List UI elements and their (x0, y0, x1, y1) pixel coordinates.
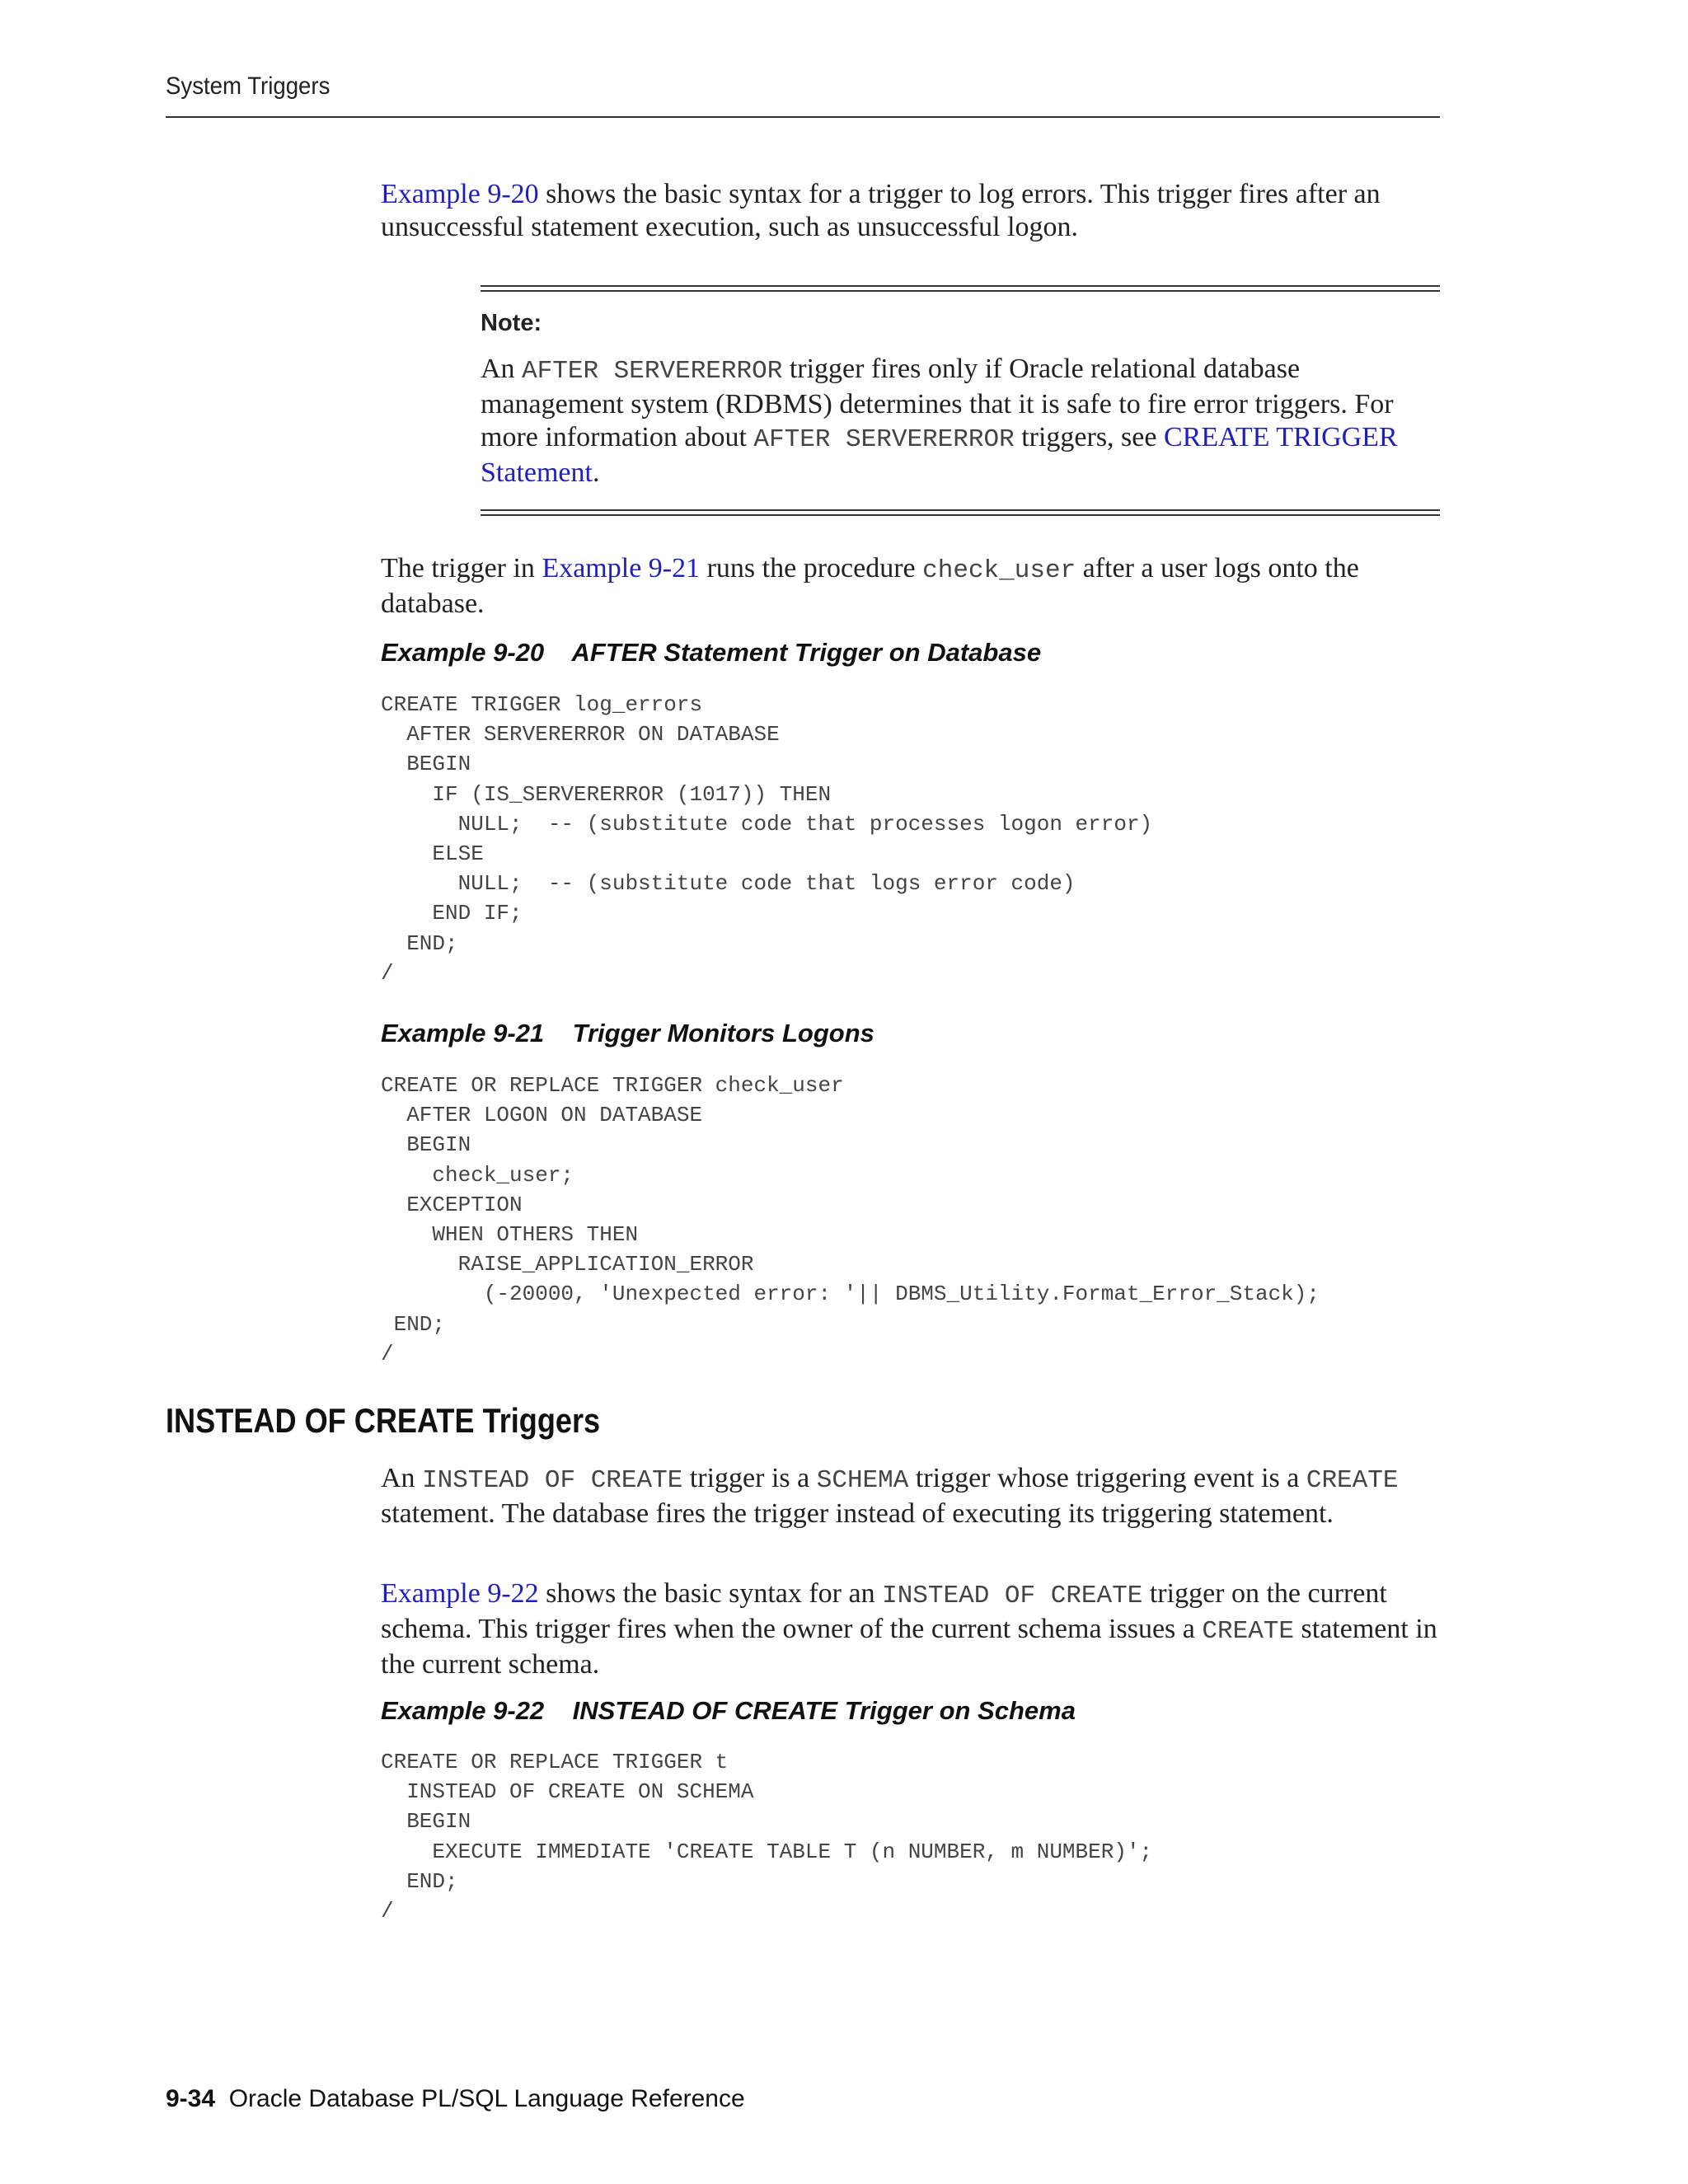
section-heading: INSTEAD OF CREATE Triggers (166, 1401, 601, 1440)
paragraph-instead-of-create: An INSTEAD OF CREATE trigger is a SCHEMA trigger whose triggering event is a CREATE statement. The database fires the trigger instead of executing its triggering statement. (381, 1463, 1399, 1529)
note-box (481, 285, 1440, 516)
book-title: Oracle Database PL/SQL Language Reference (228, 2085, 745, 2112)
code-instead-of-create: INSTEAD OF CREATE (882, 1582, 1143, 1610)
example-9-22-caption: Example 9-22 INSTEAD OF CREATE Trigger on Schema (381, 1696, 1076, 1725)
header-rule (166, 116, 1440, 118)
code-create: CREATE (1202, 1617, 1295, 1646)
example-9-20-caption: Example 9-20 AFTER Statement Trigger on Database (381, 638, 1042, 667)
paragraph-example-9-21-intro: The trigger in Example 9-21 runs the procedure check_user after a user logs onto the database. (381, 553, 1359, 619)
note-bottom-rule (481, 509, 1440, 511)
paragraph-example-9-20-intro (381, 178, 1444, 244)
example-9-20-code: CREATE TRIGGER log_errors AFTER SERVERERROR ON DATABASE BEGIN IF (IS_SERVERERROR (1017)) THEN NULL; -- (substitute code that processes logon error) ELSE NULL; -- (substitute code that logs error code) END IF; END; / (381, 692, 1153, 986)
note-title: Note: (481, 310, 542, 336)
code-schema: SCHEMA (816, 1466, 909, 1495)
page-number: 9-34 (166, 2085, 216, 2112)
code-after-servererror: AFTER SERVERERROR (522, 357, 783, 386)
note-top-rule-2 (481, 290, 1440, 292)
link-example-9-20[interactable]: Example 9-20 (381, 179, 539, 209)
code-instead-of-create: INSTEAD OF CREATE (422, 1466, 683, 1495)
note-top-rule (481, 285, 1440, 287)
link-example-9-21[interactable]: Example 9-21 (542, 553, 701, 583)
note-body: An AFTER SERVERERROR trigger fires only if Oracle relational database management system (RDBMS) determines that it is safe to fire error triggers. For more information about AFTER SERVERERROR triggers, see CREATE TRIGGER Statement. (481, 354, 1398, 488)
paragraph-example-9-22-intro: Example 9-22 shows the basic syntax for an INSTEAD OF CREATE trigger on the current schema. This trigger fires when the owner of the current schema issues a CREATE statement in the current schema. (381, 1578, 1437, 1680)
page-footer (166, 2085, 745, 2113)
link-create-trigger-statement[interactable]: CREATE TRIGGER Statement (481, 422, 1398, 488)
running-header: System Triggers (166, 73, 331, 100)
code-create: CREATE (1306, 1466, 1399, 1495)
code-after-servererror: AFTER SERVERERROR (753, 425, 1015, 454)
example-9-22-code: CREATE OR REPLACE TRIGGER t INSTEAD OF CREATE ON SCHEMA BEGIN EXECUTE IMMEDIATE 'CREATE TABLE T (n NUMBER, m NUMBER)'; END; / (381, 1750, 1153, 1924)
note-bottom-rule-2 (481, 514, 1440, 516)
example-9-21-code: CREATE OR REPLACE TRIGGER check_user AFTER LOGON ON DATABASE BEGIN check_user; EXCEPTION WHEN OTHERS THEN RAISE_APPLICATION_ERROR (-20000, 'Unexpected error: '|| DBMS_Utility.Format_Error_Stack); END; / (381, 1073, 1320, 1366)
code-check-user: check_user (922, 556, 1076, 585)
example-9-21-caption: Example 9-21 Trigger Monitors Logons (381, 1019, 874, 1047)
paragraph-text: shows the basic syntax for a trigger to log errors. This trigger fires after an unsuccessful statement execution, such as unsuccessful logon. (381, 179, 1381, 242)
link-example-9-22[interactable]: Example 9-22 (381, 1578, 539, 1609)
